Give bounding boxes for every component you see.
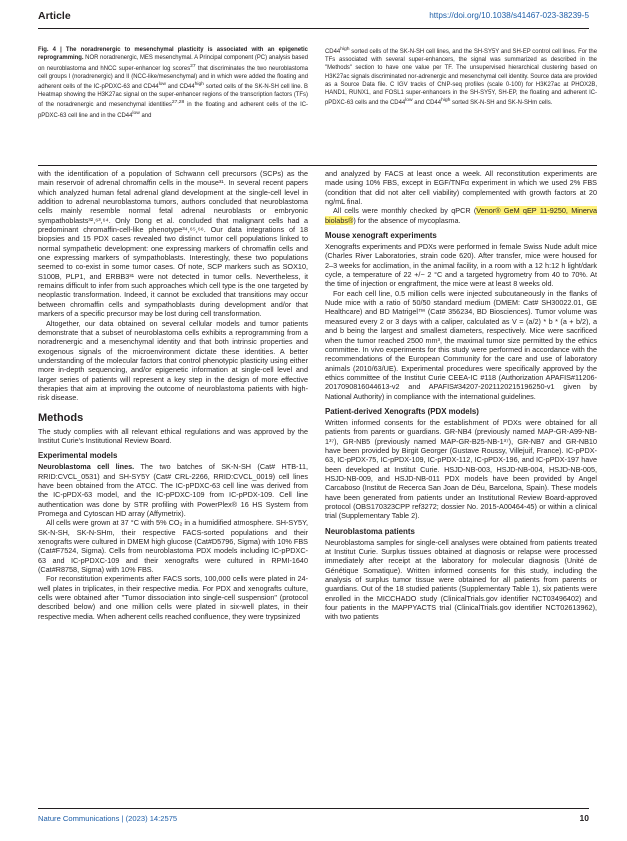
culture-paragraph: All cells were grown at 37 °C with 5% CO₂ in a humidified atmosphere. SH-SY5Y, SK-N-SH, SK-N-SHm, their respective FACS-sorted populations and their xenografts were cultured in DMEM high glucose (Cat#D5796, Sigma) with 10% FBS (Cat#F7524, Sigma). Cells from neuroblastoma PDX models including IC-pPDXC-63 and IC-pPDXC-109 and their xenografts were cultured in RPMI-1640 (Cat#R8758, Sigma) with 10% FBS. bbox=[38, 518, 308, 575]
caption-title: Fig. 4 | The noradrenergic to mesenchymal plasticity is associated with an epigenetic reprogramming. bbox=[38, 47, 308, 62]
mouse-paragraph: For each cell line, 0.5 million cells were injected subcutaneously in the flanks of Nude mice with a ratio of 50/50 standard medium (DMEM: Cat# SH30022.01, GE Healthcare) and BD Matrigel™ (Cat# 356234, BD Biosciences). Tumor volume was measured every 2 or 3 days with a caliper, calculated as V = (a/2) * b * (a + b/2), a and b being the largest and smallest diameters, respectively. Mice were sacrificed when the tumor reached 2500 mm³, the maximal tumor size permitted by the ethics committee. In vivo experiments for this study were performed in accordance with the recommendations of the European Community for the care and use of laboratory animals (2010/63/UE). Experimental procedures were specifically approved by the ethics committee of the Institut Curie CEEA-IC #118 (Authorization APAFIS#11206-2017090816044613-v2 and APAFIS#34207-2021120215196250-v1 given by National Authority) in compliance with the international guidelines. bbox=[325, 288, 597, 401]
discussion-paragraph: Altogether, our data obtained on several cellular models and tumor patients demonstrate that a subset of neuroblastoma cells exhibits a reprogramming from a noradrenergic and a mesenchymal identity and that both intrinsic properties and exogenous signals of the microenvironment dictate these identities. A better understanding of the molecular factors that control phenotypic plasticity using either more in-depth sequencing, and/or epigenetic information at single-cell level and larger series of patients will represent a key step in the design of more effective therapies that aim at improving the outcome of neuroblastoma patients with high-risk disease. bbox=[38, 318, 308, 403]
journal-citation[interactable]: Nature Communications | (2023) 14:2575 bbox=[38, 814, 178, 823]
body-column-left bbox=[38, 169, 308, 621]
caption-text-left: Fig. 4 | The noradrenergic to mesenchymal plasticity is associated with an epigenetic reprogramming. NOR noradrenergic, MES mesenchymal. A Principal component (PC) analysis based on neuroblastoma and hNCC super-enhancer log scores$^{27}$ that discriminates the two neuroblastoma cell groups I (noradrenergic) and II (NCC-like/mesenchymal) and in which were added the floating and adherent cells of the IC-pPDXC-63 and $CD44^{low}$ and $CD44^{high}$ sorted cells of the SK-N-SH cell line. B Heatmap showing the H3K27ac signal on the super-enhancer regions of the transcription factors (TFs) of the noradrenergic and mesenchymal identities$^{27,28}$ in the floating and adherent cells of the IC-pPDXC-63 cell line and in the $CD44^{low}$ and bbox=[38, 47, 308, 119]
article-label: Article bbox=[38, 10, 71, 22]
figure-caption-right bbox=[325, 46, 597, 108]
methods-paragraph: The study complies with all relevant ethical regulations and was approved by the Institut Curie's Institutional Review Board. bbox=[38, 426, 308, 445]
mouse-xenograft-heading: Mouse xenograft experiments bbox=[325, 231, 437, 241]
cell-lines-run-in: Neuroblastoma cell lines. bbox=[38, 462, 135, 472]
highlighted-reagent: Venor® GeM qEP 11-9250, Minerva biolabs® bbox=[325, 206, 597, 225]
methods-heading: Methods bbox=[38, 411, 84, 424]
page-footer bbox=[38, 808, 589, 828]
patients-paragraph: Neuroblastoma samples for single-cell analyses were obtained from patients treated at Institut Curie. Surplus tissues obtained at diagnosis or relapse were processed immediately after receipt at the laboratory for molecular diagnosis (Unité de Génétique Somatique). Written informed consents for this study, including the analysis of surplus tumor tissue were obtained for all patients from parents or guardians. Out of the 18 studied patients (Supplementary Table 1), six patients were enrolled in the MICCHADO study (ClinicalTrials.gov identifier NCT03496402) and four patients in the MAPPYACTS trial (ClinicalTrials.gov identifier NCT02613962), with two patients bbox=[325, 537, 597, 622]
pdx-paragraph: Written informed consents for the establishment of PDXs were obtained for all patients from parents or guardians. GR-NB4 (previously named MAP-GR-A99-NB-1³⁷), GR-NB5 (previously named MAP-GR-B25-NB-1³⁷), GR-NB7 and GR-NB10 have been provided by Birgit Georger (Gustave Roussy, Villejuif, France). IC-pPDX-63, IC-pPDX-75, IC-pPDX-109, IC-pPDX-112, IC-pPDX-196, and IC-pPDX-197 have been developed at Institut Curie. HSJD-NB-003, HSJD-NB-004, HSJD-NB-005, HSJD-NB-009, and HSJD-NB-011 PDX models have been provided by Angel Carcaboso (Institut de Recerca San Joan de Déu, Barcelona, Spain). These models have been generated from patients under an Institutional Review Board-approved protocol (OBS170323CPP ref3272; dossier No. 2015-A00464-45) or within a clinical trial (Supplementary Table 2). bbox=[325, 417, 597, 521]
mycoplasma-paragraph: All cells were monthly checked by qPCR (Venor® GeM qEP 11-9250, Minerva biolabs®) for the absence of mycoplasma. bbox=[325, 206, 597, 225]
doi-link[interactable]: https://doi.org/10.1038/s41467-023-38239-5 bbox=[429, 11, 589, 20]
footer-divider bbox=[38, 808, 589, 809]
caption-text-right: $CD44^{high}$ sorted cells of the SK-N-SH cell lines, and the SH-SY5Y and SH-EP control cell lines. For the TFs associated with several super-enhancers, the signal was summarized as described in the "Methods" section to have one value per TF. The unsupervised hierarchical clustering based on H3K27ac signals discriminated nor-adrenergic and mesenchymal cell identity. Source data are provided as a Source Data file. C IGV tracks of ChIP-seq profiles (scale 0-100) for H3K27ac at PHOX2B, HAND1, RUNX1, and FOSL1 super-enhancers in the SH-SY5Y, SH-EP, the floating and adherent IC-pPDXC-63 cells and the $CD44^{low}$ and $CD44^{high}$ sorted SK-N-SH and SK-N-SHm cells. bbox=[325, 47, 597, 107]
header-divider bbox=[38, 28, 589, 29]
caption-divider bbox=[38, 165, 597, 166]
body-column-right bbox=[325, 169, 597, 622]
discussion-paragraph: with the identification of a population of Schwann cell precursors (SCPs) as the main reservoir of adrenal chromaffin cells in the mouse³¹. In several recent papers which analyzed human fetal adrenal gland development at the single-cell level in addition to adrenal neuroblastoma tumors, authors concluded that neuroblastoma cells mainly resemble normal fetal adrenal neuroblasts or embryonic sympathoblasts³²,⁶³,⁶⁴. Only Dong et al. concluded that malignant cells had a predominant chromaffin-cell-like phenotype³⁴,⁶⁵,⁶⁶. Our data integrations of 18 biopsies and 15 PDX cases revealed two distinct tumor cell populations linked to normal sympathetic development: one expressing markers of chromaffin cells and one expressing markers of sympathoblasts. Interestingly, these two populations seemed to co-exist in some tumor cases. Of note, SCP markers such as SOX10, S100B, PLP1, and ERBB3³¹ were not detected in tumor cells. Nevertheless, it remains difficult to infer from such approaches which cell type is the one targeted by neoplastic transformation. Indeed, it cannot be excluded that transitions may occur between chromaffin cells and sympathoblasts during development and/or that markers of a specific precursor may be lost during cell transformation. bbox=[38, 169, 308, 319]
reconstitution-paragraph: For reconstitution experiments after FACS sorts, 100,000 cells were plated in 24-well plates in triplicates, in their respective media. For PDX and xenografts culture, cells were obtained after "Tumor dissociation into single-cell suspension" (protocol described below) and one million cells were plated in six-well plates, in their respective media. When adherent cells reached confluence, they were trypsinized bbox=[38, 574, 308, 621]
facs-paragraph: and analyzed by FACS at least once a week. All reconstitution experiments are made using 10% FBS, except in EGF/TNFα experiment in which we used 2% FBS (condition that did not alter cell viability) complemented with growth factors at 20 ng/mL final. bbox=[325, 169, 597, 207]
pdx-heading: Patient-derived Xenografts (PDX models) bbox=[325, 406, 479, 416]
cell-lines-paragraph: Neuroblastoma cell lines. The two batches of SK-N-SH (Cat# HTB-11, RRID:CVCL_0531) and SH-SY5Y (Cat# CRL-2266, RRID:CVCL_0019) cell lines have been obtained from the ATCC. The IC-pPDXC-63 cell line was derived from the IC-pPDX-63 model, and the IC-pPDXC-109 from IC-pPDX-109. Cell line authentication was done by STR profiling with PowerPlex® 16 HS System from Promega and Cytoscan HD array (Affymetrix). bbox=[38, 462, 308, 518]
neuroblastoma-patients-heading: Neuroblastoma patients bbox=[325, 526, 415, 536]
figure-caption-left bbox=[38, 46, 308, 120]
mouse-paragraph: Xenografts experiments and PDXs were performed in female Swiss Nude adult mice (Charles River Laboratories, strain code 620). After transfer, mice were housed for 2–3 weeks for acclimation, in the animal facility, in a room with a 12 h:12 h light/dark cycle, a temperature of 22 +/− 2 °C and a targeted hygrometry from 40 to 70%. At the time of injection or engraftment, the mice were at least 8 weeks old. bbox=[325, 242, 597, 289]
page-number: 10 bbox=[579, 813, 589, 823]
experimental-models-heading: Experimental models bbox=[38, 451, 118, 461]
page-header bbox=[38, 6, 589, 32]
